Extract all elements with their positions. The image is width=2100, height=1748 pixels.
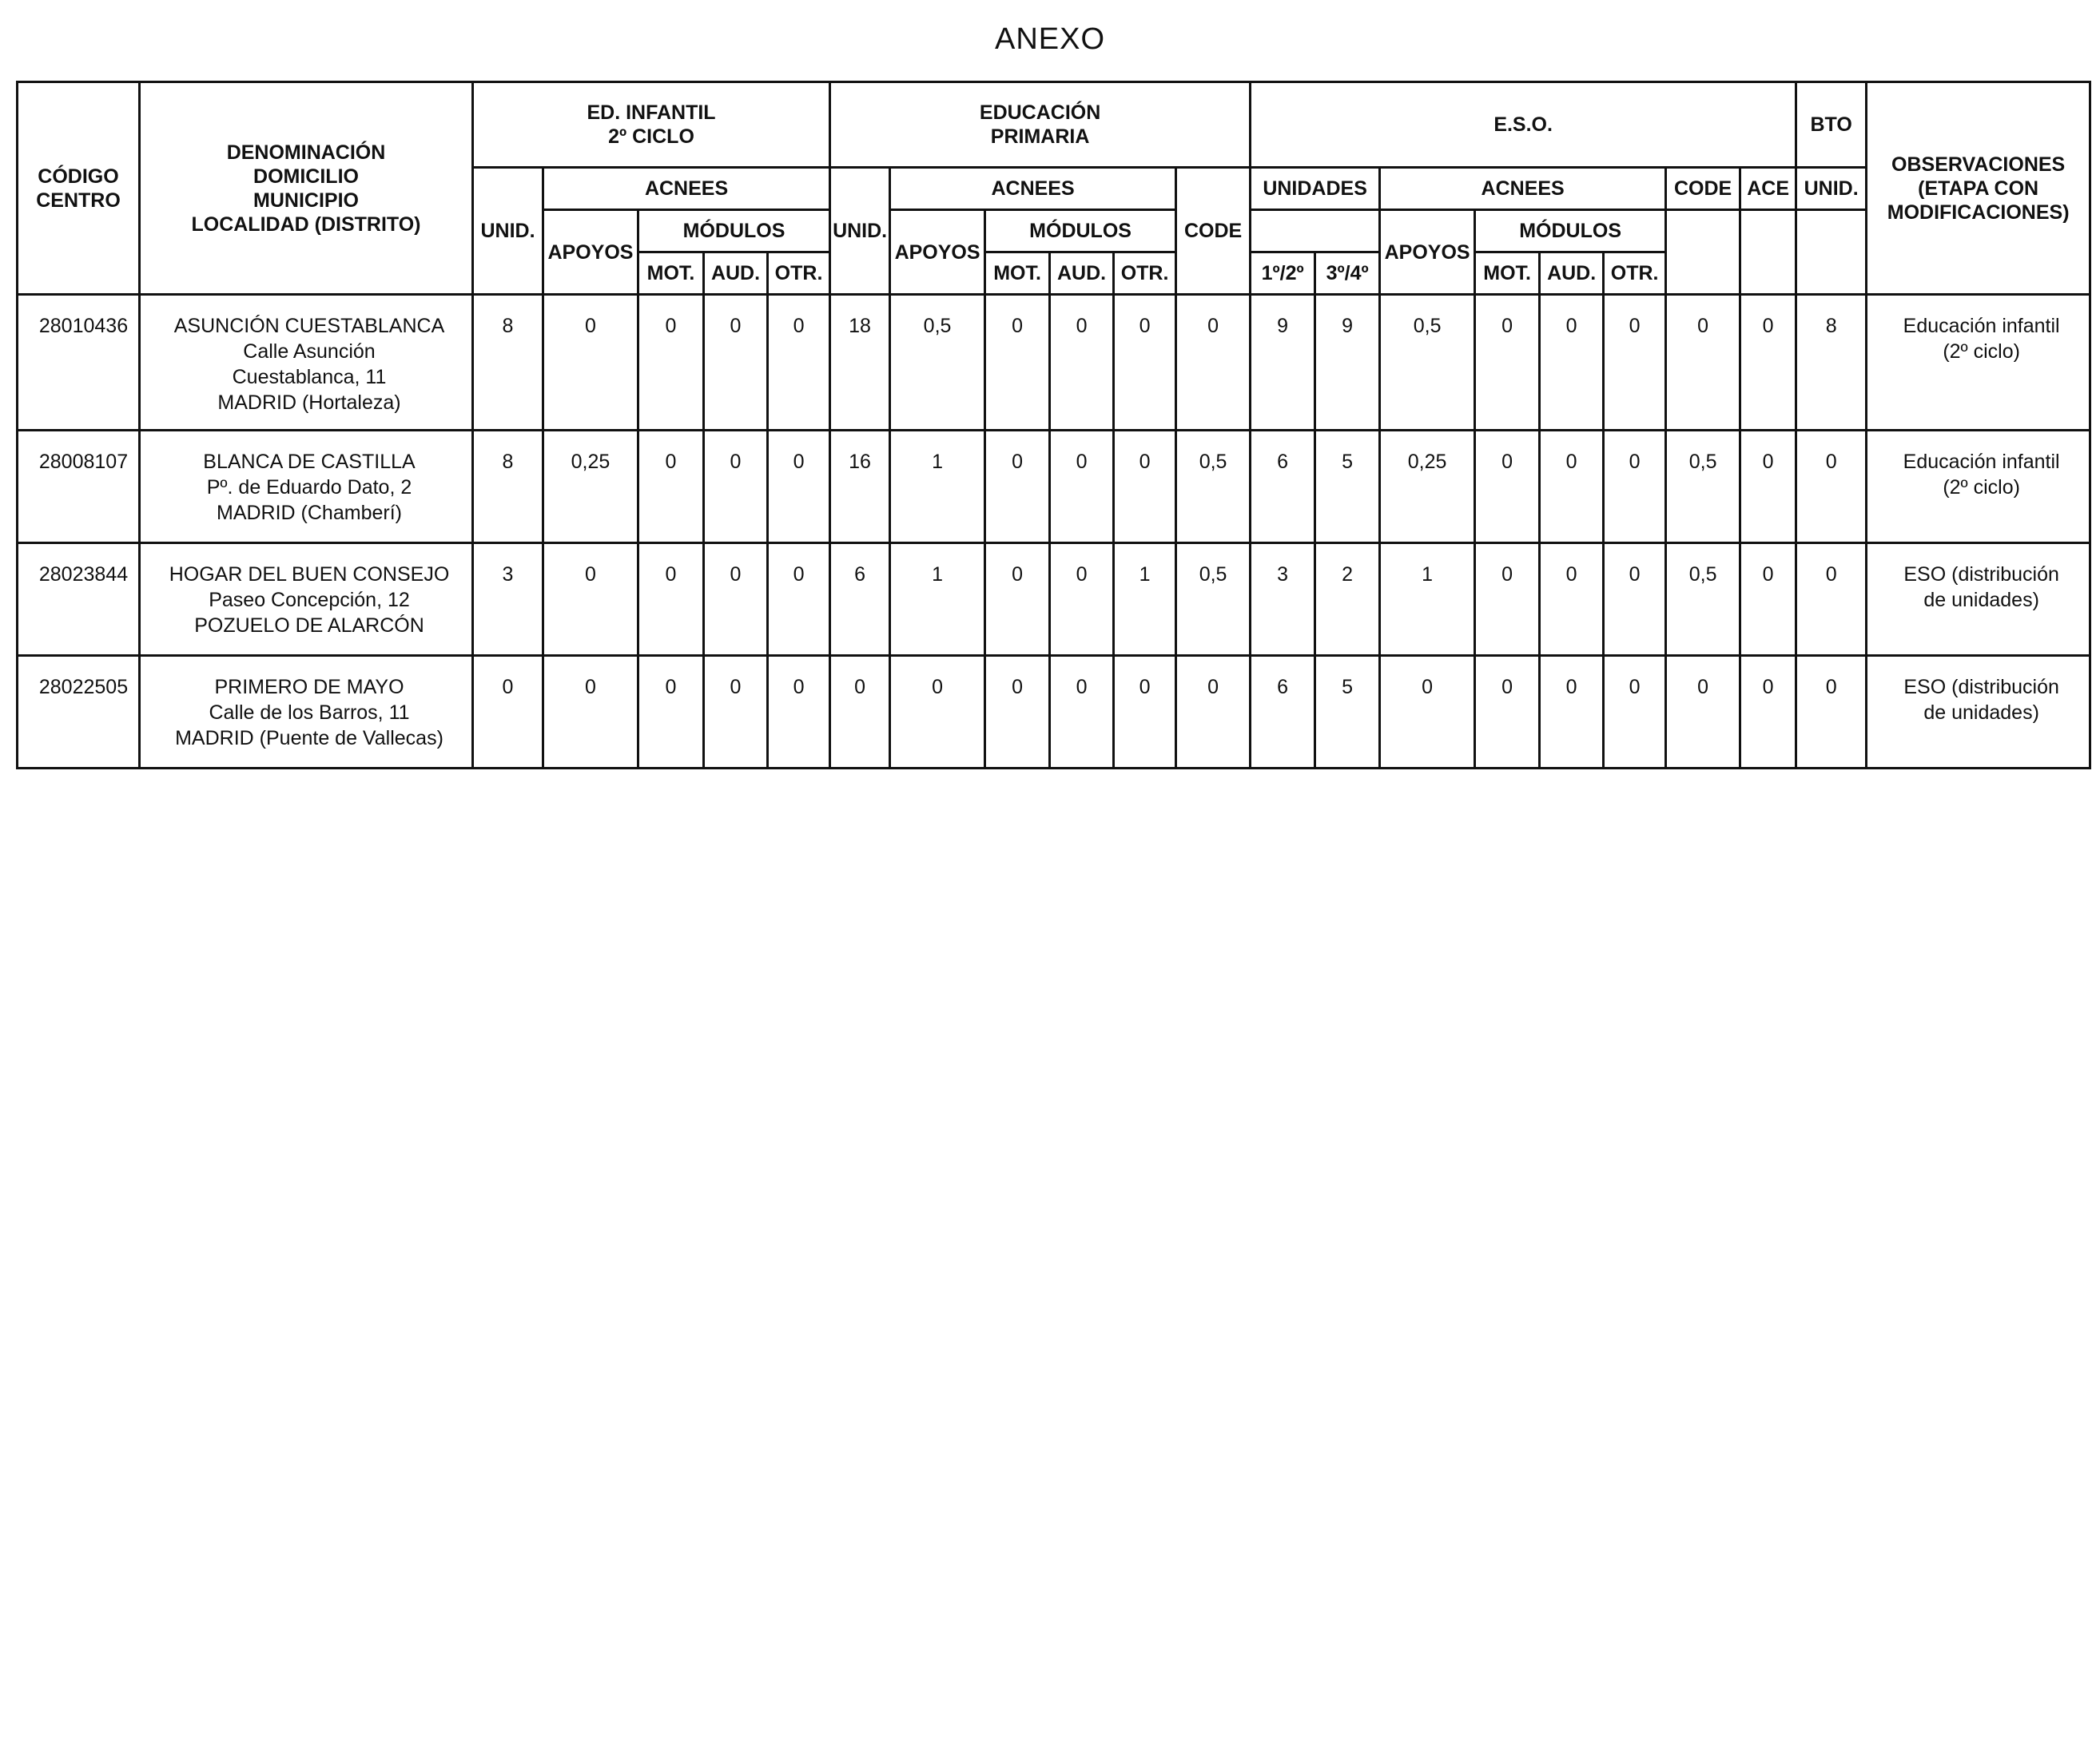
inf-unid-value: 8 bbox=[473, 295, 543, 431]
header-denominacion: DENOMINACIÓN DOMICILIO MUNICIPIO LOCALIDAD (DISTRITO) bbox=[140, 82, 473, 295]
centro-name: PRIMERO DE MAYO bbox=[214, 676, 404, 698]
pri-apoyos-value: 1 bbox=[890, 431, 985, 543]
header-eso: E.S.O. bbox=[1251, 82, 1796, 168]
header-inf-unid: UNID. bbox=[473, 168, 543, 295]
header-inf-modulos: MÓDULOS bbox=[638, 210, 830, 252]
pri-aud-value: 0 bbox=[1050, 656, 1114, 769]
eso-3-4-value: 2 bbox=[1315, 543, 1380, 656]
header-eso-modulos: MÓDULOS bbox=[1475, 210, 1666, 252]
eso-aud-value: 0 bbox=[1540, 656, 1604, 769]
centro-locality: MADRID (Hortaleza) bbox=[217, 391, 401, 414]
bto-unid-value: 0 bbox=[1796, 656, 1867, 769]
pri-mot-value: 0 bbox=[985, 295, 1050, 431]
inf-apoyos-value: 0 bbox=[543, 656, 638, 769]
header-eso-ace-blank bbox=[1740, 210, 1796, 295]
eso-apoyos-value: 1 bbox=[1380, 543, 1475, 656]
inf-otr-value: 0 bbox=[768, 431, 830, 543]
table-row bbox=[18, 543, 2090, 656]
header-eso-apoyos: APOYOS bbox=[1380, 210, 1475, 295]
centro-address: Pº. de Eduardo Dato, 2 bbox=[206, 476, 412, 499]
eso-3-4-value: 5 bbox=[1315, 431, 1380, 543]
inf-mot-value: 0 bbox=[638, 656, 704, 769]
table-row bbox=[18, 431, 2090, 543]
inf-otr-value: 0 bbox=[768, 543, 830, 656]
denominacion-cell bbox=[140, 431, 473, 543]
pri-otr-value: 1 bbox=[1114, 543, 1176, 656]
centro-address: Calle de los Barros, 11 bbox=[209, 701, 410, 724]
table-row bbox=[18, 295, 2090, 431]
header-bto-unid-blank bbox=[1796, 210, 1867, 295]
header-pri-otr: OTR. bbox=[1114, 252, 1176, 295]
header-pri-apoyos: APOYOS bbox=[890, 210, 985, 295]
eso-mot-value: 0 bbox=[1475, 543, 1540, 656]
inf-aud-value: 0 bbox=[704, 656, 768, 769]
eso-otr-value: 0 bbox=[1604, 295, 1666, 431]
inf-otr-value: 0 bbox=[768, 295, 830, 431]
header-eso-1-2: 1º/2º bbox=[1251, 252, 1315, 295]
inf-mot-value: 0 bbox=[638, 543, 704, 656]
centro-locality: MADRID (Puente de Vallecas) bbox=[175, 727, 443, 749]
pri-apoyos-value: 0 bbox=[890, 656, 985, 769]
inf-mot-value: 0 bbox=[638, 431, 704, 543]
centro-locality: MADRID (Chamberí) bbox=[217, 502, 402, 524]
codigo-centro: 28023844 bbox=[18, 543, 140, 656]
eso-apoyos-value: 0,25 bbox=[1380, 431, 1475, 543]
eso-1-2-value: 3 bbox=[1251, 543, 1315, 656]
centro-name: HOGAR DEL BUEN CONSEJO bbox=[169, 563, 450, 586]
eso-1-2-value: 6 bbox=[1251, 656, 1315, 769]
anexo-table bbox=[16, 81, 2091, 769]
header-pri-modulos: MÓDULOS bbox=[985, 210, 1176, 252]
inf-mot-value: 0 bbox=[638, 295, 704, 431]
header-eso-code-blank bbox=[1666, 210, 1740, 295]
codigo-centro: 28022505 bbox=[18, 656, 140, 769]
header-inf-apoyos: APOYOS bbox=[543, 210, 638, 295]
eso-mot-value: 0 bbox=[1475, 431, 1540, 543]
eso-code-value: 0,5 bbox=[1666, 543, 1740, 656]
inf-unid-value: 0 bbox=[473, 656, 543, 769]
eso-mot-value: 0 bbox=[1475, 656, 1540, 769]
eso-3-4-value: 9 bbox=[1315, 295, 1380, 431]
eso-otr-value: 0 bbox=[1604, 656, 1666, 769]
denominacion-cell bbox=[140, 543, 473, 656]
pri-code-value: 0 bbox=[1176, 295, 1251, 431]
inf-unid-value: 3 bbox=[473, 543, 543, 656]
eso-otr-value: 0 bbox=[1604, 543, 1666, 656]
observaciones-cell: ESO (distribución de unidades) bbox=[1867, 656, 2090, 769]
header-eso-code: CODE bbox=[1666, 168, 1740, 210]
pri-code-value: 0 bbox=[1176, 656, 1251, 769]
header-eso-otr: OTR. bbox=[1604, 252, 1666, 295]
eso-code-value: 0 bbox=[1666, 295, 1740, 431]
centro-address: Calle Asunción bbox=[243, 340, 376, 363]
denominacion-cell bbox=[140, 656, 473, 769]
inf-aud-value: 0 bbox=[704, 431, 768, 543]
eso-aud-value: 0 bbox=[1540, 543, 1604, 656]
header-pri-acnees: ACNEES bbox=[890, 168, 1176, 210]
inf-apoyos-value: 0,25 bbox=[543, 431, 638, 543]
header-eso-ace: ACE bbox=[1740, 168, 1796, 210]
pri-unid-value: 18 bbox=[830, 295, 890, 431]
page-title: ANEXO bbox=[994, 22, 1106, 56]
header-codigo-centro: CÓDIGO CENTRO bbox=[18, 82, 140, 295]
inf-aud-value: 0 bbox=[704, 295, 768, 431]
pri-mot-value: 0 bbox=[985, 656, 1050, 769]
pri-apoyos-value: 0,5 bbox=[890, 295, 985, 431]
centro-address: Cuestablanca, 11 bbox=[232, 366, 387, 388]
eso-ace-value: 0 bbox=[1740, 431, 1796, 543]
header-eso-3-4: 3º/4º bbox=[1315, 252, 1380, 295]
pri-unid-value: 6 bbox=[830, 543, 890, 656]
header-eso-mot: MOT. bbox=[1475, 252, 1540, 295]
pri-code-value: 0,5 bbox=[1176, 431, 1251, 543]
header-eso-unidades-blank bbox=[1251, 210, 1380, 252]
eso-mot-value: 0 bbox=[1475, 295, 1540, 431]
header-ed-primaria: EDUCACIÓN PRIMARIA bbox=[830, 82, 1251, 168]
eso-code-value: 0,5 bbox=[1666, 431, 1740, 543]
eso-ace-value: 0 bbox=[1740, 656, 1796, 769]
header-inf-otr: OTR. bbox=[768, 252, 830, 295]
header-eso-aud: AUD. bbox=[1540, 252, 1604, 295]
pri-aud-value: 0 bbox=[1050, 543, 1114, 656]
header-eso-acnees: ACNEES bbox=[1380, 168, 1666, 210]
header-inf-acnees: ACNEES bbox=[543, 168, 830, 210]
codigo-centro: 28008107 bbox=[18, 431, 140, 543]
codigo-centro: 28010436 bbox=[18, 295, 140, 431]
pri-mot-value: 0 bbox=[985, 431, 1050, 543]
pri-code-value: 0,5 bbox=[1176, 543, 1251, 656]
header-pri-code: CODE bbox=[1176, 168, 1251, 295]
centro-name: BLANCA DE CASTILLA bbox=[203, 451, 416, 473]
pri-otr-value: 0 bbox=[1114, 656, 1176, 769]
header-inf-mot: MOT. bbox=[638, 252, 704, 295]
inf-aud-value: 0 bbox=[704, 543, 768, 656]
bto-unid-value: 8 bbox=[1796, 295, 1867, 431]
pri-otr-value: 0 bbox=[1114, 431, 1176, 543]
anexo-table-body bbox=[18, 295, 2090, 769]
header-ed-infantil: ED. INFANTIL 2º CICLO bbox=[473, 82, 830, 168]
header-inf-aud: AUD. bbox=[704, 252, 768, 295]
centro-name: ASUNCIÓN CUESTABLANCA bbox=[173, 315, 445, 337]
eso-apoyos-value: 0,5 bbox=[1380, 295, 1475, 431]
pri-otr-value: 0 bbox=[1114, 295, 1176, 431]
table-row bbox=[18, 656, 2090, 769]
inf-apoyos-value: 0 bbox=[543, 295, 638, 431]
header-pri-mot: MOT. bbox=[985, 252, 1050, 295]
pri-mot-value: 0 bbox=[985, 543, 1050, 656]
pri-unid-value: 0 bbox=[830, 656, 890, 769]
eso-3-4-value: 5 bbox=[1315, 656, 1380, 769]
header-bto-unid: UNID. bbox=[1796, 168, 1867, 210]
pri-aud-value: 0 bbox=[1050, 431, 1114, 543]
header-bto: BTO bbox=[1796, 82, 1867, 168]
pri-apoyos-value: 1 bbox=[890, 543, 985, 656]
inf-unid-value: 8 bbox=[473, 431, 543, 543]
inf-apoyos-value: 0 bbox=[543, 543, 638, 656]
eso-code-value: 0 bbox=[1666, 656, 1740, 769]
eso-aud-value: 0 bbox=[1540, 431, 1604, 543]
observaciones-cell: Educación infantil (2º ciclo) bbox=[1867, 431, 2090, 543]
centro-address: Paseo Concepción, 12 bbox=[209, 589, 410, 611]
header-observaciones: OBSERVACIONES (ETAPA CON MODIFICACIONES) bbox=[1867, 82, 2090, 295]
eso-apoyos-value: 0 bbox=[1380, 656, 1475, 769]
eso-1-2-value: 6 bbox=[1251, 431, 1315, 543]
inf-otr-value: 0 bbox=[768, 656, 830, 769]
eso-otr-value: 0 bbox=[1604, 431, 1666, 543]
header-pri-unid: UNID. bbox=[830, 168, 890, 295]
eso-1-2-value: 9 bbox=[1251, 295, 1315, 431]
pri-aud-value: 0 bbox=[1050, 295, 1114, 431]
bto-unid-value: 0 bbox=[1796, 431, 1867, 543]
bto-unid-value: 0 bbox=[1796, 543, 1867, 656]
observaciones-cell: ESO (distribución de unidades) bbox=[1867, 543, 2090, 656]
eso-ace-value: 0 bbox=[1740, 543, 1796, 656]
header-eso-unidades: UNIDADES bbox=[1251, 168, 1380, 210]
header-pri-aud: AUD. bbox=[1050, 252, 1114, 295]
pri-unid-value: 16 bbox=[830, 431, 890, 543]
eso-ace-value: 0 bbox=[1740, 295, 1796, 431]
eso-aud-value: 0 bbox=[1540, 295, 1604, 431]
observaciones-cell: Educación infantil (2º ciclo) bbox=[1867, 295, 2090, 431]
centro-locality: POZUELO DE ALARCÓN bbox=[194, 614, 424, 637]
denominacion-cell bbox=[140, 295, 473, 431]
